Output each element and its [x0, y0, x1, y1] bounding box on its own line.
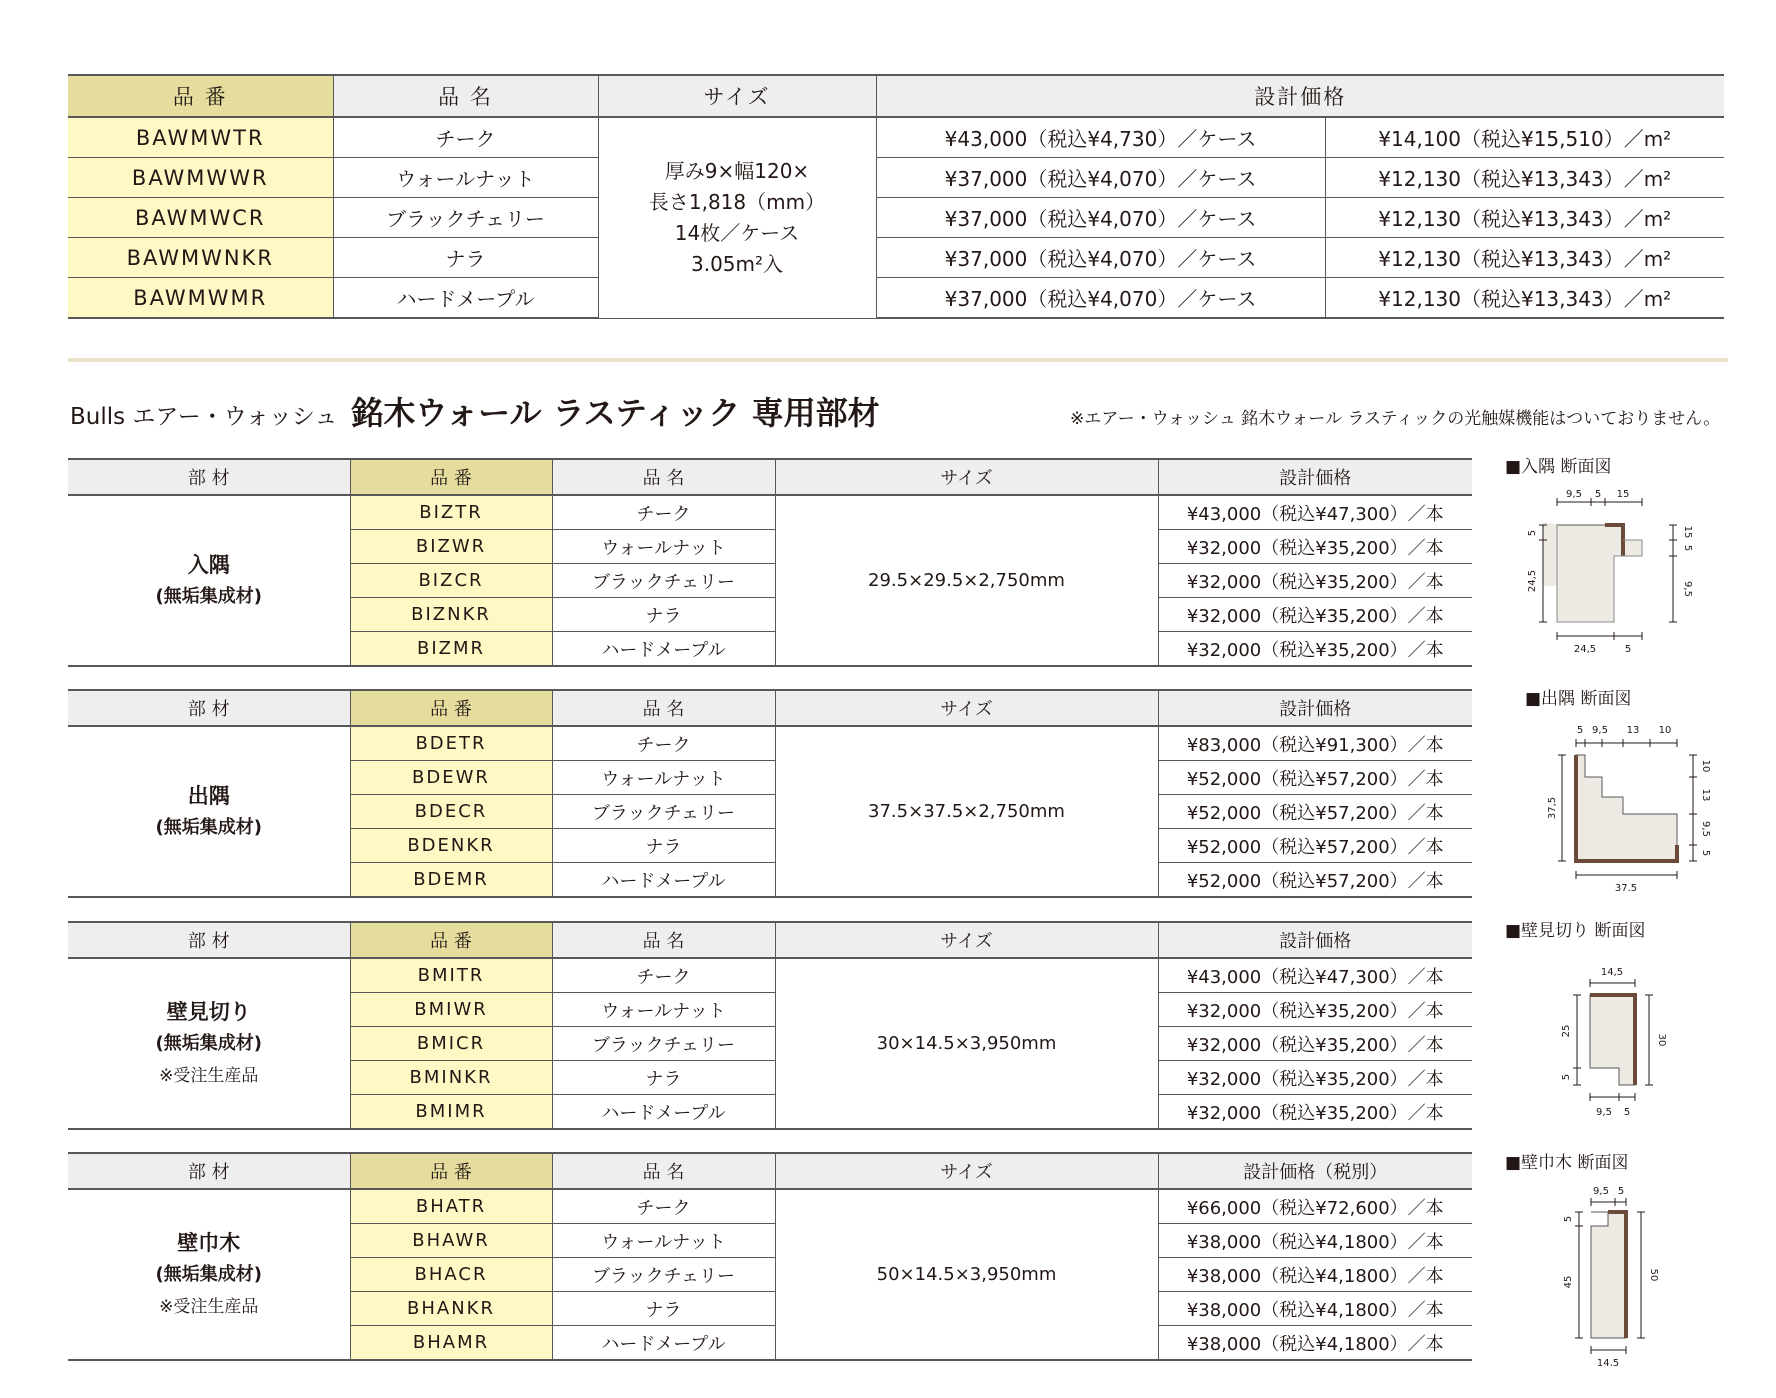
product-name: ハードメープル	[552, 1326, 775, 1361]
product-code: BAWMWTR	[68, 117, 333, 158]
table-row	[68, 158, 1724, 198]
size-line: 厚み9×幅120×	[664, 158, 810, 183]
price: ¥32,000（税込¥35,200）／本	[1158, 564, 1472, 598]
price: ¥52,000（税込¥57,200）／本	[1158, 863, 1472, 898]
diagram-label-irisumi: ■入隅 断面図	[1505, 457, 1612, 477]
cross-section-irisumi-diagram	[1505, 480, 1720, 660]
price: ¥32,000（税込¥35,200）／本	[1158, 530, 1472, 564]
dim-label: 5	[1576, 725, 1584, 736]
table-header-row	[68, 75, 1724, 117]
price: ¥38,000（税込¥4,1800）／本	[1158, 1292, 1472, 1326]
part-material: (無垢集成材)	[155, 816, 262, 838]
product-name: チーク	[552, 495, 775, 530]
header-price: 設計価格	[1158, 690, 1472, 726]
product-name: ナラ	[552, 598, 775, 632]
dim-label: 24,5	[1527, 569, 1538, 593]
product-name: ブラックチェリー	[552, 1258, 775, 1292]
price: ¥52,000（税込¥57,200）／本	[1158, 829, 1472, 863]
size-line: 長さ1,818（mm）	[648, 189, 826, 214]
product-name: ナラ	[552, 829, 775, 863]
dim-label: 15	[1682, 525, 1693, 539]
dim-label: 5	[1617, 1186, 1625, 1197]
price: ¥83,000（税込¥91,300）／本	[1158, 726, 1472, 761]
product-name: チーク	[552, 958, 775, 993]
table-header-row	[68, 922, 1472, 958]
price: ¥32,000（税込¥35,200）／本	[1158, 1095, 1472, 1130]
dim-label: 14,5	[1596, 1358, 1620, 1366]
product-code: BDEWR	[350, 761, 552, 795]
header-code: 品 番	[350, 690, 552, 726]
price: ¥52,000（税込¥57,200）／本	[1158, 795, 1472, 829]
dim-label: 15	[1616, 489, 1630, 500]
product-series-title: 銘木ウォール ラスティック 専用部材	[351, 394, 880, 432]
header-code: 品 番	[350, 1153, 552, 1189]
table-header-row	[68, 459, 1472, 495]
table-row	[68, 958, 1472, 993]
dim-label: 5	[1527, 529, 1538, 537]
price-per-case: ¥37,000（税込¥4,070）／ケース	[876, 158, 1325, 198]
size-cell	[598, 117, 876, 318]
table-row	[68, 198, 1724, 238]
size-cell: 37.5×37.5×2,750mm	[775, 726, 1158, 897]
product-code: BMIWR	[350, 993, 552, 1027]
header-code: 品 番	[68, 75, 333, 117]
dim-label: 5	[1563, 1215, 1574, 1223]
cross-section-habaki-diagram	[1535, 1176, 1695, 1366]
product-name: ウォールナット	[333, 158, 598, 198]
header-name: 品 名	[552, 1153, 775, 1189]
price: ¥32,000（税込¥35,200）／本	[1158, 598, 1472, 632]
part-material: (無垢集成材)	[155, 585, 262, 607]
dim-label: 10	[1658, 725, 1672, 736]
header-size: サイズ	[775, 922, 1158, 958]
part-material: (無垢集成材)	[155, 1032, 262, 1054]
price-per-m2: ¥12,130（税込¥13,343）／m²	[1325, 158, 1724, 198]
dim-label: 24,5	[1573, 644, 1597, 655]
product-code: BMINKR	[350, 1061, 552, 1095]
product-code: BHAMR	[350, 1326, 552, 1361]
product-name: ウォールナット	[552, 530, 775, 564]
product-code: BDETR	[350, 726, 552, 761]
table-row	[68, 1189, 1472, 1224]
product-name: ブラックチェリー	[552, 1027, 775, 1061]
header-size: サイズ	[598, 75, 876, 117]
parts-table-kabemikiri	[68, 921, 1472, 1130]
price: ¥66,000（税込¥72,600）／本	[1158, 1189, 1472, 1224]
header-part: 部 材	[68, 1153, 350, 1189]
parts-table-dezumi	[68, 689, 1472, 898]
parts-table-irisumi	[68, 458, 1472, 667]
dim-label: 5	[1682, 544, 1693, 552]
table-header-row	[68, 690, 1472, 726]
product-code: BIZTR	[350, 495, 552, 530]
part-cell	[68, 495, 350, 666]
header-code: 品 番	[350, 459, 552, 495]
product-code: BHATR	[350, 1189, 552, 1224]
size-cell: 30×14.5×3,950mm	[775, 958, 1158, 1129]
dim-label: 37,5	[1547, 796, 1558, 820]
dim-label: 9,5	[1596, 1107, 1612, 1118]
price: ¥38,000（税込¥4,1800）／本	[1158, 1224, 1472, 1258]
header-price: 設計価格	[1158, 459, 1472, 495]
dim-label: 13	[1626, 725, 1640, 736]
product-name: チーク	[552, 1189, 775, 1224]
product-code: BAWMWNKR	[68, 238, 333, 278]
header-code: 品 番	[350, 922, 552, 958]
product-code: BDEMR	[350, 863, 552, 898]
dim-label: 14,5	[1600, 967, 1624, 978]
part-name: 出隅	[187, 783, 230, 808]
size-cell: 29.5×29.5×2,750mm	[775, 495, 1158, 666]
dim-label: 9,5	[1593, 1186, 1609, 1197]
price-per-m2: ¥12,130（税込¥13,343）／m²	[1325, 238, 1724, 278]
header-name: 品 名	[552, 690, 775, 726]
product-name: ウォールナット	[552, 1224, 775, 1258]
dim-label: 10	[1700, 759, 1711, 773]
product-name: チーク	[552, 726, 775, 761]
dim-label: 9,5	[1682, 581, 1693, 597]
price: ¥38,000（税込¥4,1800）／本	[1158, 1326, 1472, 1361]
size-cell: 50×14.5×3,950mm	[775, 1189, 1158, 1360]
price: ¥43,000（税込¥47,300）／本	[1158, 495, 1472, 530]
dim-label: 13	[1700, 788, 1711, 802]
table-row	[68, 495, 1472, 530]
section-divider	[68, 358, 1728, 362]
cross-section-kabemikiri-diagram	[1535, 955, 1695, 1125]
product-code: BMITR	[350, 958, 552, 993]
dim-label: 9,5	[1592, 725, 1608, 736]
dim-label: 5	[1561, 1073, 1572, 1081]
price-per-case: ¥37,000（税込¥4,070）／ケース	[876, 278, 1325, 319]
made-to-order-note: ※受注生産品	[159, 1065, 259, 1086]
size-line: 3.05m²入	[690, 251, 784, 276]
product-code: BAWMWCR	[68, 198, 333, 238]
product-name: ハードメープル	[333, 278, 598, 319]
part-name: 入隅	[187, 552, 230, 577]
photocatalyst-note: ※エアー・ウォッシュ 銘木ウォール ラスティックの光触媒機能はついておりません。	[1070, 409, 1721, 429]
product-name: チーク	[333, 117, 598, 158]
header-price: 設計価格（税別）	[1158, 1153, 1472, 1189]
dim-label: 50	[1648, 1268, 1659, 1282]
dim-label: 25	[1561, 1024, 1572, 1038]
product-code: BIZCR	[350, 564, 552, 598]
dim-label: 45	[1563, 1275, 1574, 1289]
product-name: ブラックチェリー	[552, 564, 775, 598]
product-name: ハードメープル	[552, 1095, 775, 1130]
product-code: BHANKR	[350, 1292, 552, 1326]
product-name: ナラ	[333, 238, 598, 278]
part-name: 壁巾木	[177, 1230, 241, 1255]
product-name: ナラ	[552, 1061, 775, 1095]
product-code: BDENKR	[350, 829, 552, 863]
header-name: 品 名	[552, 459, 775, 495]
product-name: ウォールナット	[552, 761, 775, 795]
product-code: BAWMWWR	[68, 158, 333, 198]
part-cell	[68, 958, 350, 1129]
product-name: ナラ	[552, 1292, 775, 1326]
part-name: 壁見切り	[166, 999, 251, 1024]
header-price: 設計価格	[1158, 922, 1472, 958]
price-per-case: ¥37,000（税込¥4,070）／ケース	[876, 238, 1325, 278]
price: ¥32,000（税込¥35,200）／本	[1158, 1027, 1472, 1061]
header-part: 部 材	[68, 922, 350, 958]
part-cell	[68, 1189, 350, 1360]
price: ¥52,000（税込¥57,200）／本	[1158, 761, 1472, 795]
header-name: 品 名	[552, 922, 775, 958]
header-size: サイズ	[775, 690, 1158, 726]
product-code: BHAWR	[350, 1224, 552, 1258]
product-name: ハードメープル	[552, 632, 775, 667]
table-row	[68, 726, 1472, 761]
made-to-order-note: ※受注生産品	[159, 1296, 259, 1317]
dim-label: 5	[1700, 849, 1711, 857]
header-size: サイズ	[775, 1153, 1158, 1189]
part-material: (無垢集成材)	[155, 1263, 262, 1285]
product-code: BMIMR	[350, 1095, 552, 1130]
product-name: ハードメープル	[552, 863, 775, 898]
product-code: BHACR	[350, 1258, 552, 1292]
product-name: ブラックチェリー	[552, 795, 775, 829]
dim-label: 9,5	[1566, 489, 1582, 500]
main-price-table	[68, 74, 1724, 319]
price-per-m2: ¥12,130（税込¥13,343）／m²	[1325, 278, 1724, 319]
diagram-label-kabemikiri: ■壁見切り 断面図	[1505, 921, 1646, 941]
dim-label: 9,5	[1700, 821, 1711, 837]
dim-label: 30	[1656, 1033, 1667, 1047]
parts-table-habaki	[68, 1152, 1472, 1361]
dim-label: 37.5	[1614, 883, 1638, 894]
price-per-m2: ¥12,130（税込¥13,343）／m²	[1325, 198, 1724, 238]
price: ¥32,000（税込¥35,200）／本	[1158, 993, 1472, 1027]
price-per-case: ¥37,000（税込¥4,070）／ケース	[876, 198, 1325, 238]
diagram-label-dezumi: ■出隅 断面図	[1525, 689, 1632, 709]
diagram-label-habaki: ■壁巾木 断面図	[1505, 1153, 1629, 1173]
dim-label: 5	[1594, 489, 1602, 500]
header-name: 品 名	[333, 75, 598, 117]
product-name: ブラックチェリー	[333, 198, 598, 238]
table-row	[68, 238, 1724, 278]
price: ¥32,000（税込¥35,200）／本	[1158, 632, 1472, 667]
header-part: 部 材	[68, 459, 350, 495]
price-per-m2: ¥14,100（税込¥15,510）／m²	[1325, 117, 1724, 158]
part-cell	[68, 726, 350, 897]
dim-label: 5	[1624, 644, 1632, 655]
price: ¥38,000（税込¥4,1800）／本	[1158, 1258, 1472, 1292]
price: ¥32,000（税込¥35,200）／本	[1158, 1061, 1472, 1095]
dim-label: 5	[1623, 1107, 1631, 1118]
header-part: 部 材	[68, 690, 350, 726]
section-title	[70, 388, 880, 436]
table-row	[68, 278, 1724, 319]
brand-title: Bulls エアー・ウォッシュ	[70, 404, 338, 430]
size-line: 14枚／ケース	[674, 220, 800, 245]
cross-section-dezumi-diagram	[1505, 715, 1720, 895]
product-code: BIZNKR	[350, 598, 552, 632]
product-code: BMICR	[350, 1027, 552, 1061]
product-name: ウォールナット	[552, 993, 775, 1027]
header-size: サイズ	[775, 459, 1158, 495]
price-per-case: ¥43,000（税込¥4,730）／ケース	[876, 117, 1325, 158]
product-code: BAWMWMR	[68, 278, 333, 319]
product-code: BIZWR	[350, 530, 552, 564]
header-price: 設計価格	[876, 75, 1724, 117]
price: ¥43,000（税込¥47,300）／本	[1158, 958, 1472, 993]
product-code: BDECR	[350, 795, 552, 829]
product-code: BIZMR	[350, 632, 552, 667]
table-row	[68, 117, 1724, 158]
table-header-row	[68, 1153, 1472, 1189]
